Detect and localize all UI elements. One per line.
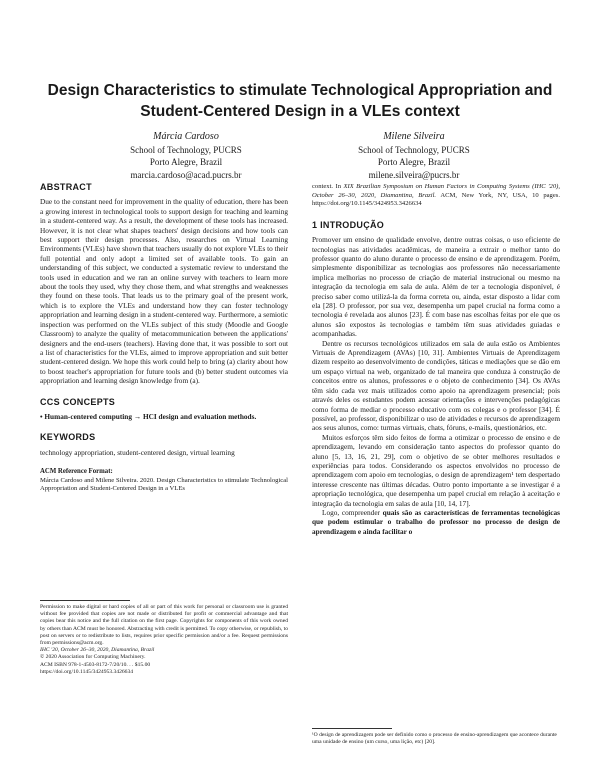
intro-paragraph-4 xyxy=(312,508,560,536)
author-affiliation: School of Technology, PUCRS xyxy=(358,144,470,155)
acm-ref-heading: ACM Reference Format: xyxy=(40,468,113,476)
author-name: Milene Silveira xyxy=(383,131,445,142)
intro-paragraph-2: Dentre os recursos tecnológicos utilizados em sala de aula estão os Ambientes Virtuais de Aprendizagem (AVAs) [10, 31]. Ambientes Virtuais de Aprendizagem dizem respeito ao desenvolvimento de condições, táticas e mediações que se dão em um espaço virtual na web, organizado de tal maneira que conduza à construção de conceitos entre os alunos, professores e o objeto de conhecimento [34]. Os AVAs têm sido cada vez mais utilizados como apoio na aprendizagem presencial; pois através deles os estudantes podem acessar orientações e intervenções pedagógicas como forma de mediar o processo educativo com os colegas e o professor [34]. É possível, ao professor, disponibilizar o uso de atividades e recursos de aprendizagem aos seus alunos, como: turmas virtuais, chats, fóruns, e-mails, questionários, etc. xyxy=(312,338,560,433)
permission-copyright: © 2020 Association for Computing Machinery. xyxy=(40,654,146,661)
permission-isbn: ACM ISBN 978-1-4503-8172-7/20/10. . . $15.00 xyxy=(40,661,151,668)
acm-ref-venue: XIX Brazilian Symposium on Human Factors in Computing Systems (IHC '20), October 26–30, 2020, Diamantina, Brazil. xyxy=(312,183,560,199)
acm-ref-plain: context. In xyxy=(312,183,344,190)
right-column xyxy=(312,183,560,536)
author-name: Márcia Cardoso xyxy=(153,131,219,142)
author-affiliation: School of Technology, PUCRS xyxy=(130,144,242,155)
author-block-1 xyxy=(86,131,286,181)
author-email: milene.silveira@pucrs.br xyxy=(368,169,460,180)
keywords-text: technology appropriation, student-centered design, virtual learning xyxy=(40,447,235,457)
author-email: marcia.cardoso@acad.pucrs.br xyxy=(130,169,242,180)
keywords-heading: KEYWORDS xyxy=(40,432,96,443)
intro-paragraph-1: Promover um ensino de qualidade envolve, dentre outras coisas, o uso eficiente de tecnologias nas atividades acadêmicas, de maneira a extrair o melhor tanto do professor quanto do aluno durante o processo de ensino e de aprendizagem. Porém, simplesmente disponibilizar as tecnologias aos professores não necessariamente implica melhorias no processo de criação de material instrucional ou mesmo na integração da tecnologia em sala de aula. Além de ter a tecnologia disponível, é preciso saber como utilizá-la da forma correta ou, ainda, estar disposto a lidar com ela [28]. O professor, por sua vez, desempenha um papel crucial na forma como a tecnologia é revelada aos alunos [23]. É com base nas escolhas feitas por ele que os alunos são expostos às tecnologias e também têm suas atividades guiadas e acompanhadas. xyxy=(312,235,560,339)
abstract-text: Due to the constant need for improvement in the quality of education, there has been a growing interest in technological tools to support design for teaching and learning in a student-centered way. As a result, the development of these tools has increased. However, it is not clear what shapes teachers' design decisions and how tools can best support their design processes. Also, researches on Virtual Learning Environments (VLEs) have shown that teachers usually do not explore VLEs to their full potential and only adopt a limited set of available tools. To gain an understanding of this subject, we conducted a systematic review to understand the tools used in education and we ran an online survey with teachers to learn more about the tools they used, why they chose them, and what strengths and weaknesses they found on these tools. That leads us to the primary goal of the present work, which is to explore the VLEs and understand how they can foster technology appropriation and learning design in a student-centered way. Furthermore, a semiotic inspection was performed on the VLEs subject of this study (Moodle and Google Classroom) to analyze the quality of metacommunication between the applications' designers and the end-users (teachers). Having done that, it was possible to sort out a list of characteristics for the VLEs, aimed to improve appropriation and suit better student-centered design. We hope this work could help to bring (a) clarity about how to boost teacher's appropriation for future tools and (b) better student outcomes via appropriation and learning design knowledge from (a). xyxy=(40,197,288,386)
ccs-heading: CCS CONCEPTS xyxy=(40,396,116,407)
intro-paragraph-3: Muitos esforços têm sido feitos de forma a otimizar o processo de ensino e de aprendizagem, levando em consideração tanto aspectos do professor quanto do aluno [5, 13, 16, 21, 29], com o objetivo de se obter melhores resultados e experiências para todos. Considerando os aspectos envolvidos no processo de aprendizagem com apoio em tecnologias, o design de aprendizagem¹ tem despertado interesse crescente nas últimas décadas. Outro ponto importante a se investigar é a apropriação tecnológica, que desempenha um papel crucial em relação à aceitação e integração da tecnologia em salas de aula [10, 14, 17]. xyxy=(312,432,560,508)
permission-text: Permission to make digital or hard copies of all or part of this work for personal or classroom use is granted without fee provided that copies are not made or distributed for profit or commercial advantage and that copies bear this notice and the full citation on the first page. Copyrights for components of this work owned by others than ACM must be honored. Abstracting with credit is permitted. To copy otherwise, or republish, to post on servers or to redistribute to lists, requires prior specific permission and/or a fee. Request permissions from permissions@acm.org. xyxy=(40,604,288,647)
permission-block xyxy=(40,604,288,676)
intro-p4-bold: quais são as características de ferramentas tecnológicas que podem estimular o trabalho do professor no processo de design de aprendizagem e ainda facilitar o xyxy=(312,507,560,536)
permission-doi: https://doi.org/10.1145/3424953.3426634 xyxy=(40,668,134,675)
left-column xyxy=(40,183,288,494)
permission-venue: IHC '20, October 26–30, 2020, Diamantina, Brazil xyxy=(40,647,155,654)
abstract-heading: ABSTRACT xyxy=(40,182,92,192)
author-block-2 xyxy=(314,131,514,181)
acm-ref-text: Márcia Cardoso and Milene Silveira. 2020. Design Characteristics to stimulate Technological Appropriation and Student-Centered Design in a VLEs xyxy=(40,476,288,493)
acm-ref-continued xyxy=(312,183,560,209)
intro-heading: 1 INTRODUÇÃO xyxy=(312,219,385,230)
footnote: ¹O design de aprendizagem pode ser definido como o processo de ensino-aprendizagem que acontece durante uma unidade de ensino (um curso, uma lição, etc) [20]. xyxy=(312,732,557,746)
intro-p4-plain: Logo, compreender xyxy=(322,507,383,517)
paper-title: Design Characteristics to stimulate Technological Appropriation and Student-Centered Design in a VLEs context xyxy=(47,82,553,120)
author-location: Porto Alegre, Brazil xyxy=(149,157,223,167)
permission-rule xyxy=(40,600,130,601)
acm-ref-tail: ACM, New York, NY, USA, 10 pages. https://doi.org/10.1145/3424953.3426634 xyxy=(312,191,560,208)
author-location: Porto Alegre, Brazil xyxy=(377,157,451,167)
footnote-rule xyxy=(312,728,392,729)
ccs-text: • Human-centered computing → HCI design and evaluation methods. xyxy=(40,411,257,421)
